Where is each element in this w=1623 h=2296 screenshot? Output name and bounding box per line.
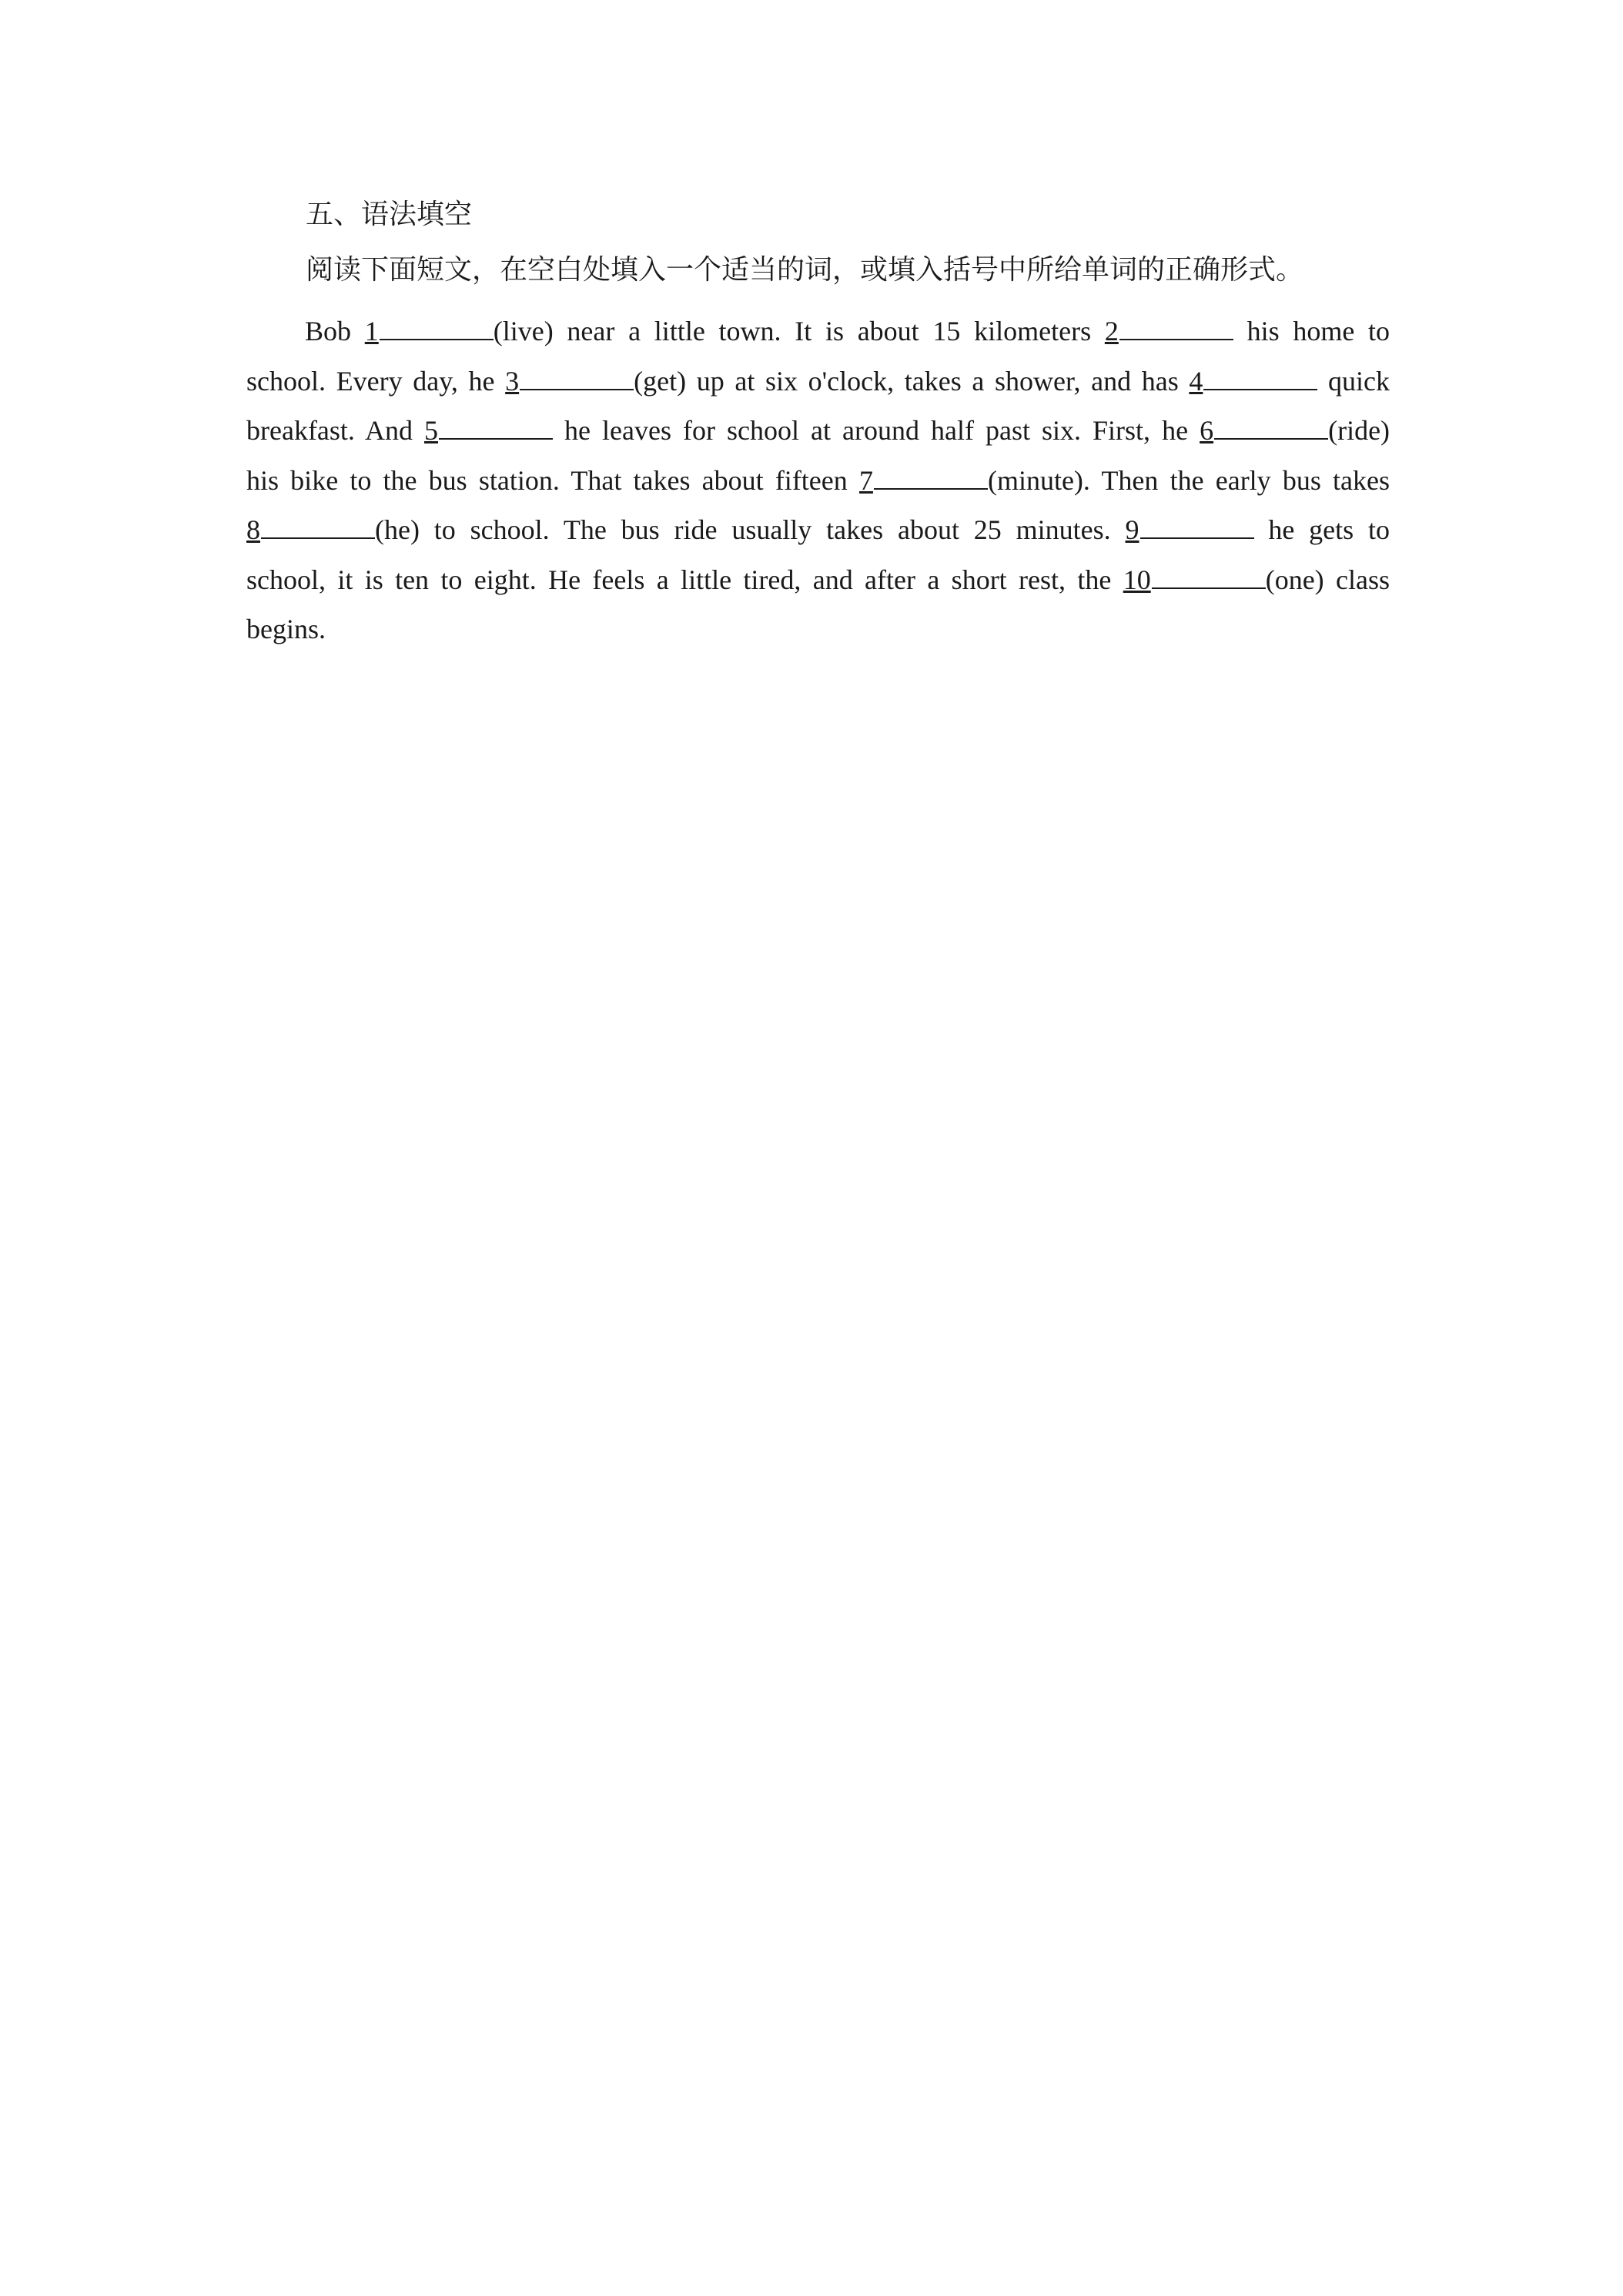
blank-line: [439, 415, 553, 440]
passage-text: (ride): [1328, 415, 1390, 446]
blank-number: 2: [1104, 316, 1119, 346]
passage-text: he leaves for school at around half past six. First, he: [564, 415, 1189, 446]
passage-text: his bike to the bus station. That takes about fifteen: [246, 464, 848, 496]
passage-text: quick: [1328, 365, 1390, 397]
passage-text: his home to: [1247, 316, 1390, 346]
passage-text: school, it is ten to eight. He feels a little tired, and after a short rest, the: [246, 564, 1112, 595]
passage-line-4: [246, 456, 1390, 506]
passage-text: he gets to: [1268, 514, 1390, 545]
passage-line-2: [246, 356, 1390, 407]
passage-line-1: [246, 306, 1390, 356]
blank-3[interactable]: [505, 356, 634, 407]
blank-line: [1214, 415, 1328, 440]
blank-line: [874, 465, 988, 490]
blank-line: [380, 316, 494, 340]
blank-1[interactable]: [365, 306, 494, 356]
instruction-text: 阅读下面短文，在空白处填入一个适当的词，或填入括号中所给单词的正确形式。: [306, 254, 1304, 285]
passage-line-5: [246, 505, 1390, 555]
blank-number: 1: [364, 316, 379, 346]
blank-line: [1203, 366, 1317, 390]
passage: [246, 306, 1390, 654]
blank-7[interactable]: [859, 456, 988, 506]
blank-10[interactable]: [1123, 555, 1266, 605]
passage-line-3: [246, 406, 1390, 456]
blank-number: 6: [1200, 415, 1214, 446]
blank-number: 3: [505, 365, 520, 397]
blank-4[interactable]: [1189, 356, 1317, 407]
passage-text: (get) up at six o'clock, takes a shower, and has: [634, 365, 1179, 397]
passage-text: (one) class: [1265, 564, 1390, 595]
blank-number: 9: [1125, 514, 1139, 545]
passage-text: Bob: [305, 316, 352, 346]
blank-5[interactable]: [424, 406, 553, 456]
blank-number: 10: [1123, 564, 1151, 595]
blank-line: [520, 366, 634, 390]
passage-text: breakfast. And: [246, 415, 413, 446]
passage-text: (he) to school. The bus ride usually takes about 25 minutes.: [375, 514, 1111, 545]
passage-line-7: [246, 604, 1390, 654]
blank-number: 5: [424, 415, 438, 446]
blank-number: 7: [858, 464, 873, 496]
blank-8[interactable]: [246, 505, 375, 555]
passage-line-6: [246, 555, 1390, 605]
passage-text: (minute). Then the early bus takes: [987, 464, 1390, 496]
blank-number: 8: [246, 514, 260, 545]
blank-line: [1140, 514, 1254, 539]
blank-9[interactable]: [1126, 505, 1254, 555]
passage-text: begins.: [246, 614, 326, 644]
blank-line: [1152, 564, 1266, 589]
section-title: 五、语法填空: [306, 199, 473, 229]
passage-text: school. Every day, he: [246, 365, 495, 397]
passage-text: (live) near a little town. It is about 15 kilometers: [493, 316, 1092, 346]
blank-2[interactable]: [1105, 306, 1233, 356]
blank-number: 4: [1189, 365, 1203, 397]
blank-line: [261, 514, 375, 539]
blank-6[interactable]: [1200, 406, 1328, 456]
blank-line: [1119, 316, 1233, 340]
